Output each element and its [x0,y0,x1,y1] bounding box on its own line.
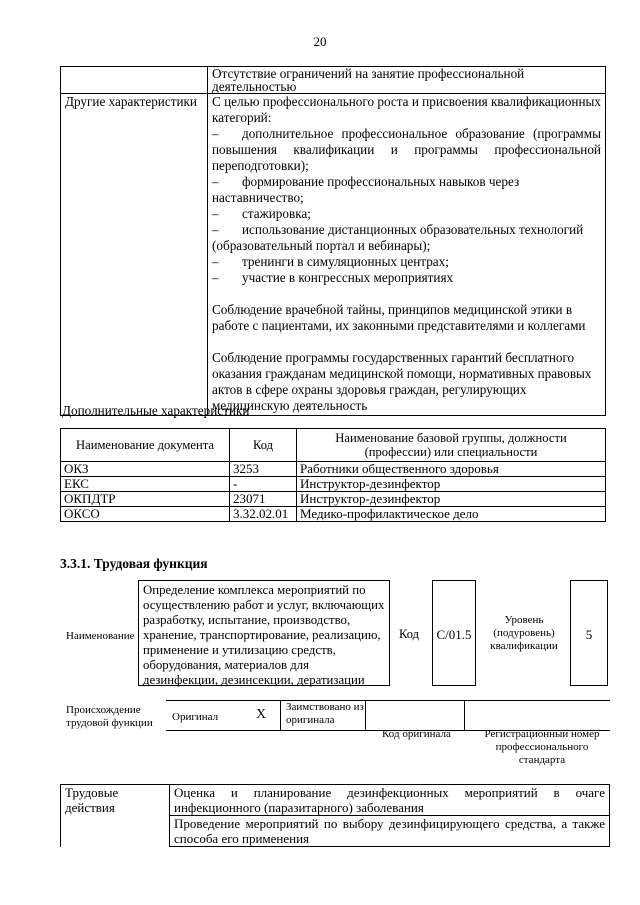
other-characteristics-content [208,94,606,416]
confidentiality-text: Соблюдение врачебной тайны, принципов медицинской этики в работе с пациентами, их законными представителями и коллегами [212,302,586,333]
header-group-name: Наименование базовой группы, должности (профессии) или специальности [297,429,606,462]
list-item: – тренинги в симуляционных центрах; [212,254,449,269]
additional-characteristics-table [60,428,606,522]
labor-actions-label: Трудовые действия [61,785,170,847]
list-item: – участие в конгрессных мероприятиях [212,270,454,285]
action-item: Оценка и планирование дезинфекционных мероприятий в очаге инфекционного (паразитарного) заболевания [170,785,610,816]
table-row: ОКСО 3.32.02.01 Медико-профилактическое дело [61,507,606,522]
code-value-box: C/01.5 [432,580,476,686]
original-label: Оригинал [172,711,219,723]
list-item: – стажировка; [212,206,311,221]
labor-actions-table [60,784,610,847]
table-row: ОКПДТР 23071 Инструктор-дезинфектор [61,492,606,507]
page-number: 20 [313,34,327,49]
code-label: Код [399,627,419,641]
header-code: Код [230,429,297,462]
name-label: Наименование [66,630,135,642]
origin-label: Происхождение трудовой функции [66,704,153,729]
additional-characteristics-title: Дополнительные характеристики [62,403,250,418]
table-row: ЕКС - Инструктор-дезинфектор [61,477,606,492]
level-value-box: 5 [570,580,608,686]
no-restrictions-cell: Отсутствие ограничений на занятие профессиональной деятельностью [208,67,606,94]
table-row: ОКЗ 3253 Работники общественного здоровья [61,462,606,477]
intro-text: С целью профессионального роста и присвоения квалификационных категорий: [212,94,601,125]
borrowed-label: Заимствовано из оригинала [280,701,366,730]
divider [464,701,465,730]
code-original-caption: Код оригинала [382,728,451,740]
labor-function-title: 3.3.1. Трудовая функция [60,556,208,571]
level-label: Уровень (подуровень) квалификации [490,614,558,652]
origin-row [166,700,610,731]
list-item: – формирование профессиональных навыков через наставничество; [212,174,520,205]
list-item: – дополнительное профессиональное образование (программы повышения квалификации и программы профессиональной переподготовки); [212,126,601,173]
empty-cell [61,67,208,94]
other-characteristics-label: Другие характеристики [61,94,208,416]
function-name-box: Определение комплекса мероприятий по осуществлению работ и услуг, включающих разработку, испытание, производство, хранение, транспортирование, реализацию, применение и утилизацию средств, оборудования, материалов для дезинфекции, дезинсекции, дератизации [138,580,390,686]
state-guarantees-text: Соблюдение программы государственных гарантий бесплатного оказания гражданам медицинской помощи, нормативных правовых актов в сфере охраны здоровья граждан, регулирующих медицинскую деятельность [212,350,592,413]
original-mark: X [256,707,267,722]
action-item: Проведение мероприятий по выбору дезинфицирующего средства, а также способа его применения [170,816,610,847]
list-item: – использование дистанционных образовательных технологий (образовательный портал и вебинары); [212,222,584,253]
characteristics-table [60,66,606,416]
header-document: Наименование документа [61,429,230,462]
reg-number-caption: Регистрационный номер профессионального стандарта [484,728,600,766]
